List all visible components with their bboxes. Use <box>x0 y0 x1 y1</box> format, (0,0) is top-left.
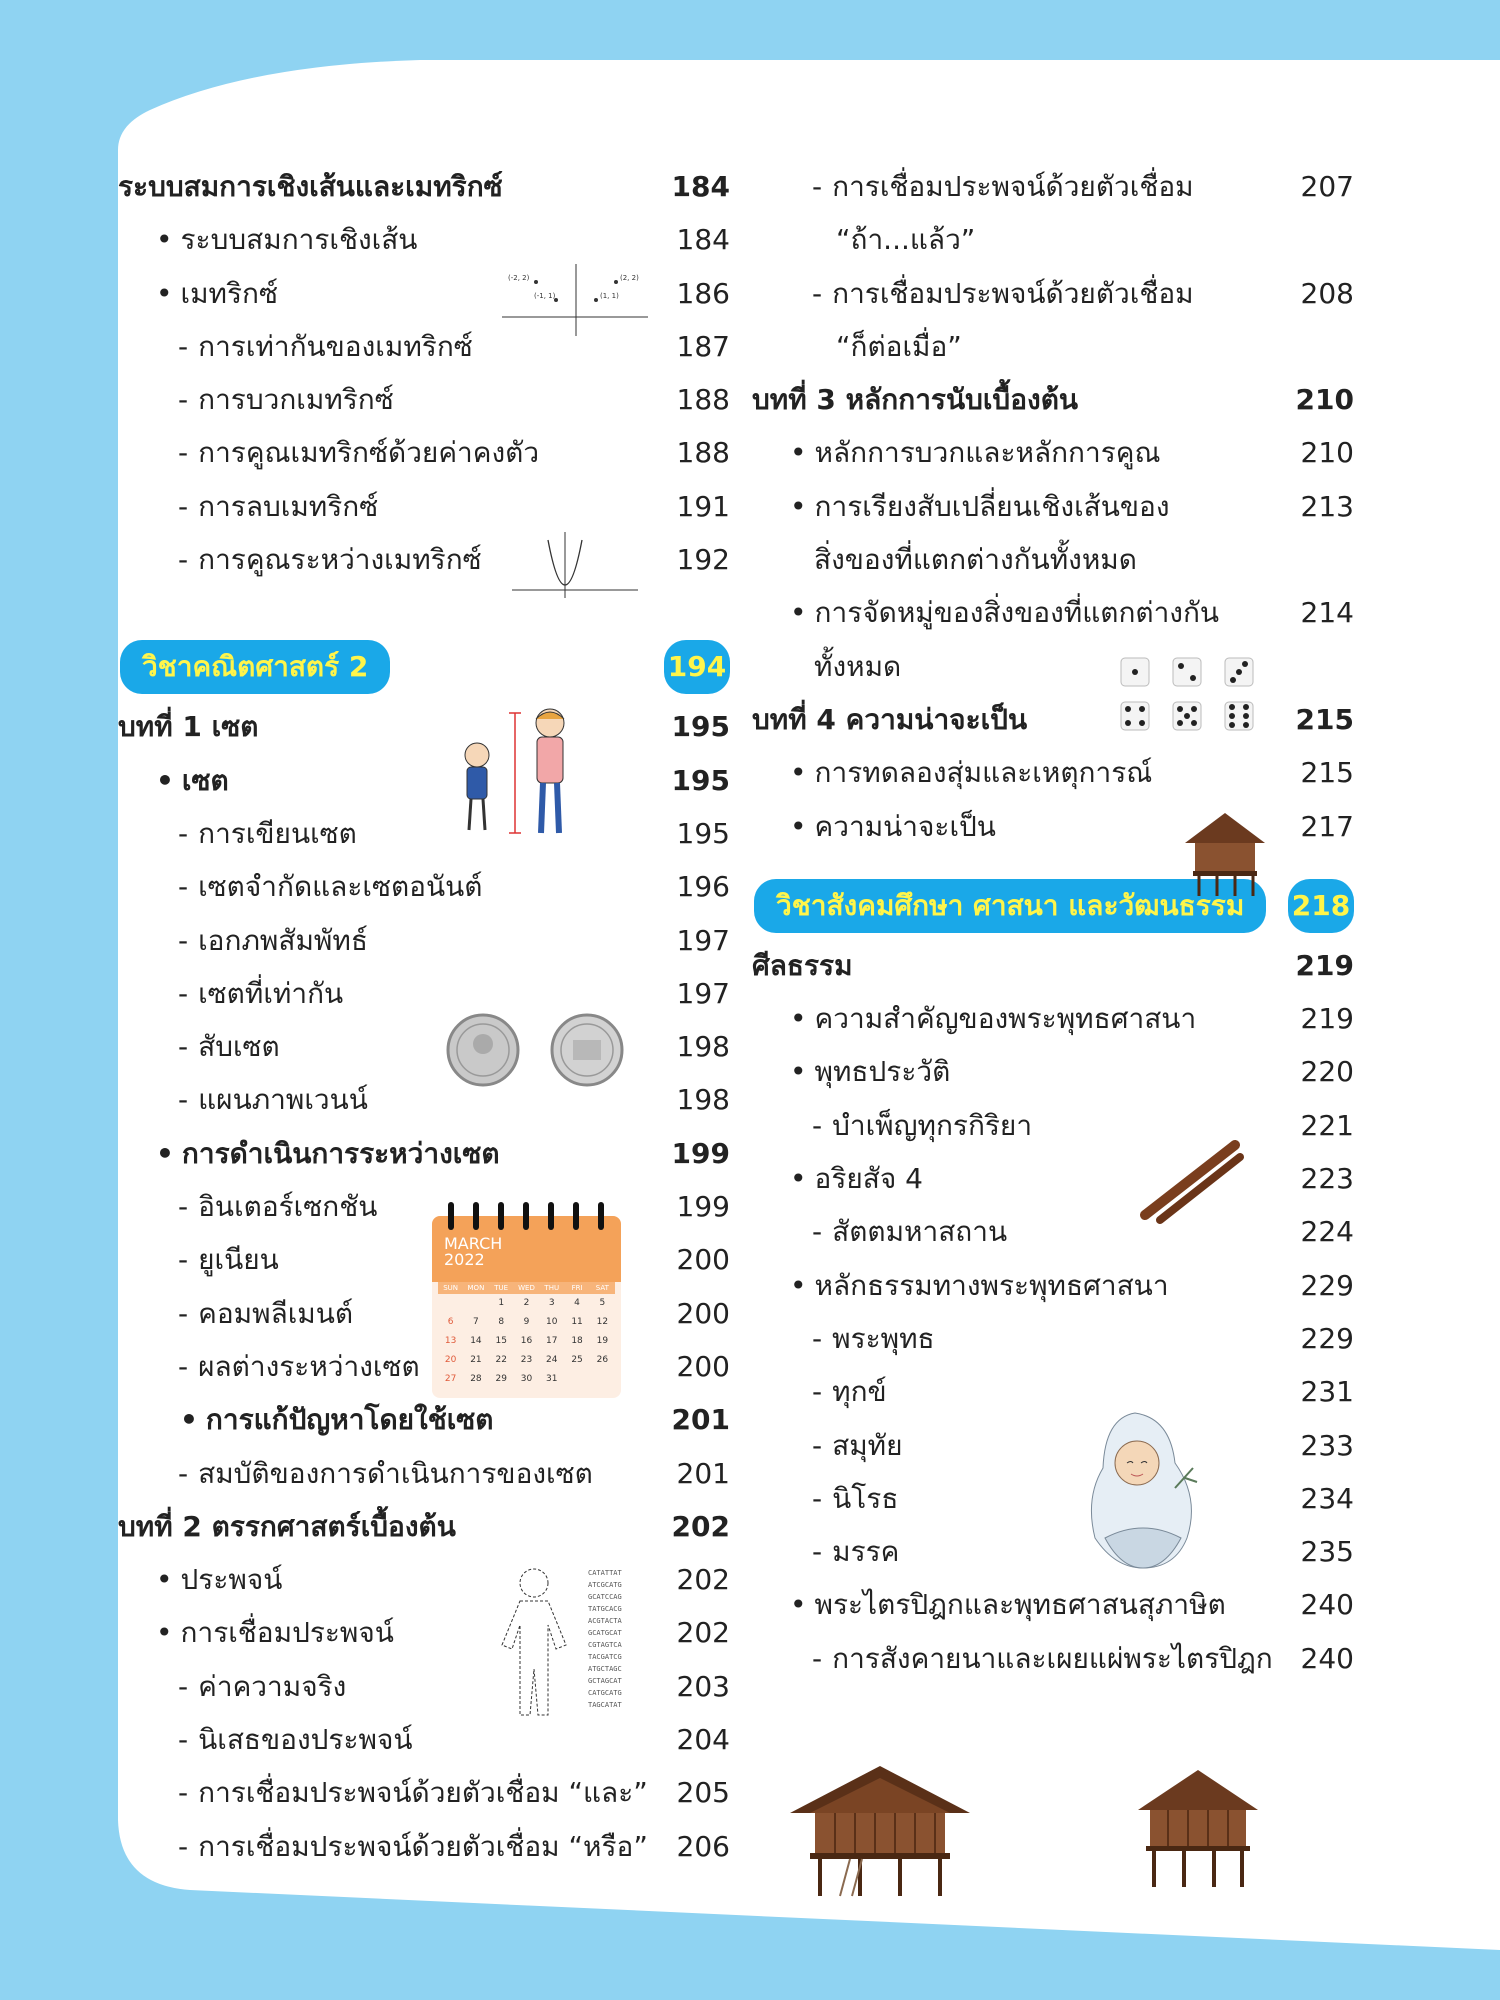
toc-entry-title: - การเชื่อมประพจน์ด้วยตัวเชื่อม <box>812 160 1194 213</box>
toc-entry-title: บทที่ 4 ความน่าจะเป็น <box>752 702 1028 736</box>
toc-entry-title: • ประพจน์ <box>156 1553 282 1606</box>
calendar-day: 23 <box>520 1355 533 1365</box>
toc-page-number: 215 <box>1300 756 1354 790</box>
toc-entry-title: บทที่ 3 หลักการนับเบื้องต้น <box>752 383 1079 417</box>
toc-entry-title: - การเชื่อมประพจน์ด้วยตัวเชื่อม <box>812 267 1194 320</box>
toc-page-number: 220 <box>1300 1055 1354 1089</box>
toc-entry <box>752 320 1354 373</box>
svg-text:ACGTACTA: ACGTACTA <box>588 1617 622 1625</box>
toc-entry <box>752 746 1354 799</box>
toc-entry-title: - สับเซต <box>178 1020 280 1073</box>
toc-page-number: 200 <box>676 1349 730 1383</box>
toc-entry-title: - การสังคายนาและเผยแผ่พระไตรปิฎก <box>812 1632 1273 1685</box>
graph-point-label: (2, 2) <box>620 274 639 282</box>
toc-entry-title: “ก็ต่อเมื่อ” <box>836 329 962 363</box>
toc-entry <box>752 1632 1354 1685</box>
toc-entry-title: - เซตจำกัดและเซตอนันต์ <box>178 860 482 913</box>
toc-entry <box>118 967 730 1020</box>
toc-page-number: 195 <box>676 816 730 850</box>
svg-text:GCATCCAG: GCATCCAG <box>588 1593 622 1601</box>
toc-entry <box>752 1259 1354 1312</box>
toc-entry <box>118 1020 730 1073</box>
toc-page-number: 229 <box>1300 1268 1354 1302</box>
toc-entry <box>752 1365 1354 1418</box>
toc-entry <box>118 1287 730 1340</box>
coins-illustration <box>445 1010 625 1090</box>
toc-entry-title: - การคูณระหว่างเมทริกซ์ <box>178 533 482 586</box>
height-comparison-illustration <box>455 705 575 835</box>
calendar-day: 27 <box>444 1374 457 1384</box>
toc-page-number: 210 <box>1300 436 1354 470</box>
svg-text:CGTAGTCA: CGTAGTCA <box>588 1641 622 1649</box>
toc-entry <box>118 914 730 967</box>
toc-entry-title: ระบบสมการเชิงเส้นและเมทริกซ์ <box>118 170 503 203</box>
toc-entry <box>752 160 1354 213</box>
toc-page-number: 199 <box>676 1190 730 1224</box>
toc-page-number: 184 <box>671 170 730 203</box>
toc-page-number: 234 <box>1300 1481 1354 1515</box>
calendar-grid <box>438 1282 615 1389</box>
calendar-day <box>438 1294 463 1313</box>
toc-entry <box>118 1127 730 1180</box>
toc-entry-title: ทั้งหมด <box>814 649 902 683</box>
toc-entry-title: - บำเพ็ญทุกรกิริยา <box>812 1099 1032 1152</box>
toc-page-number: 198 <box>676 1083 730 1117</box>
toc-entry-title: - เอกภพสัมพัทธ์ <box>178 914 368 967</box>
toc-entry <box>752 1578 1354 1631</box>
toc-entry <box>752 1152 1354 1205</box>
toc-entry-title: บทที่ 2 ตรรกศาสตร์เบื้องต้น <box>118 1509 456 1543</box>
calendar-day: 25 <box>571 1355 583 1365</box>
toc-page-number: 219 <box>1295 948 1354 982</box>
calendar-weekday: WED <box>518 1284 535 1292</box>
toc-entry-title: - การเท่ากันของเมทริกซ์ <box>178 320 473 373</box>
section-title: วิชาคณิตศาสตร์ 2 <box>120 640 390 694</box>
toc-page-number: 197 <box>676 976 730 1010</box>
calendar-day: 26 <box>596 1355 609 1365</box>
calendar-month: MARCH <box>444 1234 503 1253</box>
toc-entry-title: • การจัดหมู่ของสิ่งของที่แตกต่างกัน <box>790 586 1219 639</box>
calendar-day: 1 <box>498 1298 505 1308</box>
toc-entry-title: • อริยสัจ 4 <box>790 1152 923 1205</box>
svg-text:TACGATCG: TACGATCG <box>588 1653 622 1661</box>
toc-page-number: 223 <box>1300 1162 1354 1196</box>
toc-entry <box>752 640 1354 693</box>
toc-entry <box>118 426 730 479</box>
toc-entry-title: - อินเตอร์เซกชัน <box>178 1180 377 1233</box>
svg-text:ATCGCATG: ATCGCATG <box>588 1581 622 1589</box>
toc-entry-title: - การเขียนเซต <box>178 807 357 860</box>
toc-page-number: 224 <box>1300 1215 1354 1249</box>
wooden-sticks-illustration <box>1135 1135 1245 1225</box>
toc-entry <box>752 1045 1354 1098</box>
section-header <box>118 634 730 700</box>
toc-chapter <box>118 700 730 753</box>
toc-entry <box>118 1340 730 1393</box>
graph-point-label: (-2, 2) <box>508 274 530 282</box>
toc-page-number: 197 <box>676 923 730 957</box>
calendar-day: 5 <box>599 1298 606 1308</box>
toc-page-number: 217 <box>1300 809 1354 843</box>
toc-page-number: 200 <box>676 1296 730 1330</box>
toc-page-number: 208 <box>1300 276 1354 310</box>
calendar-day <box>564 1370 589 1389</box>
toc-entry-title: - ยูเนียน <box>178 1233 279 1286</box>
toc-entry-title: - สมุทัย <box>812 1419 903 1472</box>
toc-entry-title: - มรรค <box>812 1525 899 1578</box>
calendar-weekday: SUN <box>443 1284 459 1292</box>
toc-entry-title: - การบวกเมทริกซ์ <box>178 373 394 426</box>
toc-page-number: 210 <box>1295 383 1354 417</box>
toc-entry-title: - การเชื่อมประพจน์ด้วยตัวเชื่อม “หรือ” <box>178 1820 648 1873</box>
toc-entry-title: • พุทธประวัติ <box>790 1045 950 1098</box>
toc-entry-title: - พระพุทธ <box>812 1312 935 1365</box>
thai-house-large-illustration <box>780 1758 980 1898</box>
toc-entry <box>752 267 1354 320</box>
toc-entry <box>118 754 730 807</box>
toc-entry <box>752 586 1354 639</box>
toc-page-number: 195 <box>671 763 730 797</box>
toc-entry-title: - นิเสธของประพจน์ <box>178 1713 412 1766</box>
toc-entry-title: • การแก้ปัญหาโดยใช้เซต <box>180 1393 494 1446</box>
toc-page-number: 240 <box>1300 1588 1354 1622</box>
toc-entry-title: สิ่งของที่แตกต่างกันทั้งหมด <box>814 543 1137 577</box>
calendar-day: 10 <box>546 1317 558 1327</box>
svg-text:TATGCACG: TATGCACG <box>588 1605 622 1613</box>
svg-text:TAGCATAT: TAGCATAT <box>588 1701 622 1709</box>
toc-entry <box>752 1472 1354 1525</box>
calendar-day: 7 <box>473 1317 479 1327</box>
toc-page-number: 202 <box>676 1616 730 1650</box>
calendar-day: 17 <box>546 1336 558 1346</box>
toc-entry-title: - คอมพลีเมนต์ <box>178 1287 353 1340</box>
toc-entry-title: - ผลต่างระหว่างเซต <box>178 1340 420 1393</box>
calendar-day: 3 <box>548 1298 555 1308</box>
svg-text:GCTAGCAT: GCTAGCAT <box>588 1677 622 1685</box>
toc-page-number: 207 <box>1300 170 1354 203</box>
toc-entry-title: • การดำเนินการระหว่างเซต <box>156 1127 500 1180</box>
svg-text:GCATGCAT: GCATGCAT <box>588 1629 622 1637</box>
toc-entry <box>752 533 1354 586</box>
toc-entry-title: - การคูณเมทริกซ์ด้วยค่าคงตัว <box>178 426 539 479</box>
calendar-day: 28 <box>470 1374 482 1384</box>
toc-entry-title: - ทุกข์ <box>812 1365 887 1418</box>
toc-chapter <box>752 373 1354 426</box>
toc-entry <box>752 1525 1354 1578</box>
toc-entry-title: • หลักการบวกและหลักการคูณ <box>790 426 1160 479</box>
toc-page-number: 201 <box>671 1403 730 1437</box>
toc-entry <box>118 860 730 913</box>
toc-entry-title: • เซต <box>156 754 229 807</box>
calendar-day: 13 <box>444 1336 457 1346</box>
toc-chapter <box>752 939 1354 992</box>
toc-page-number: 214 <box>1300 596 1354 630</box>
toc-page-number: 204 <box>676 1723 730 1757</box>
toc-page-number: 195 <box>671 710 730 744</box>
toc-page-number: 213 <box>1300 489 1354 523</box>
toc-page-number: 206 <box>676 1829 730 1863</box>
toc-page-number: 188 <box>676 436 730 470</box>
toc-entry-title: - เซตที่เท่ากัน <box>178 967 343 1020</box>
calendar-day: 24 <box>546 1355 558 1365</box>
toc-entry <box>752 480 1354 533</box>
toc-page-number: 186 <box>676 276 730 310</box>
toc-page-number: 187 <box>676 329 730 363</box>
calendar-day: 8 <box>498 1317 505 1327</box>
thai-house-medium-illustration <box>1128 1765 1268 1890</box>
calendar-weekday: THU <box>544 1284 560 1292</box>
coordinate-graph-illustration <box>500 262 650 338</box>
toc-entry-title: - ค่าความจริง <box>178 1660 346 1713</box>
calendar-day: 20 <box>444 1355 457 1365</box>
toc-entry-title: - การเชื่อมประพจน์ด้วยตัวเชื่อม “และ” <box>178 1766 648 1819</box>
calendar-weekday: MON <box>467 1284 485 1292</box>
toc-page-number: 199 <box>671 1136 730 1170</box>
toc-entry-title: • เมทริกซ์ <box>156 267 278 320</box>
toc-page-number: 202 <box>671 1509 730 1543</box>
calendar-day: 9 <box>523 1317 530 1327</box>
toc-entry <box>118 807 730 860</box>
toc-page-number: 200 <box>676 1243 730 1277</box>
section-page-number: 218 <box>1288 879 1354 933</box>
toc-page-number: 184 <box>676 223 730 257</box>
toc-entry <box>118 1766 730 1819</box>
toc-page-number: 215 <box>1295 702 1354 736</box>
toc-page-number: 233 <box>1300 1428 1354 1462</box>
calendar-day: 2 <box>523 1298 530 1308</box>
calendar-day <box>590 1370 615 1389</box>
calendar-illustration <box>428 1200 625 1400</box>
parabola-graph-illustration <box>510 530 640 600</box>
calendar-year: 2022 <box>444 1250 485 1269</box>
toc-entry-title: - สัตตมหาสถาน <box>812 1205 1007 1258</box>
toc-page-number: 202 <box>676 1563 730 1597</box>
calendar-day: 22 <box>495 1355 507 1365</box>
toc-page-number: 205 <box>676 1776 730 1810</box>
dice-illustration <box>1118 655 1258 735</box>
toc-entry <box>752 426 1354 479</box>
toc-entry-title: - นิโรธ <box>812 1472 898 1525</box>
toc-page-number: 235 <box>1300 1535 1354 1569</box>
calendar-day: 30 <box>520 1374 533 1384</box>
toc-entry-title: • ระบบสมการเชิงเส้น <box>156 213 417 266</box>
toc-entry-title: • ความสำคัญของพระพุทธศาสนา <box>790 992 1196 1045</box>
toc-entry <box>752 992 1354 1045</box>
toc-entry-title: ศีลธรรม <box>752 948 853 982</box>
calendar-day: 19 <box>596 1336 609 1346</box>
calendar-day: 12 <box>596 1317 609 1327</box>
toc-page-number: 229 <box>1300 1321 1354 1355</box>
toc-page-number: 231 <box>1300 1375 1354 1409</box>
dna-figure-illustration <box>490 1565 640 1720</box>
toc-page-number: 240 <box>1300 1641 1354 1675</box>
toc-page-number: 198 <box>676 1030 730 1064</box>
toc-entry-title: - การลบเมทริกซ์ <box>178 480 378 533</box>
calendar-day: 15 <box>495 1336 507 1346</box>
toc-entry-title: • การเชื่อมประพจน์ <box>156 1606 394 1659</box>
toc-entry-title: • การทดลองสุ่มและเหตุการณ์ <box>790 746 1152 799</box>
calendar-day: 14 <box>470 1336 482 1346</box>
toc-entry-title: • พระไตรปิฎกและพุทธศาสนสุภาษิต <box>790 1578 1226 1631</box>
toc-entry-title: • การเรียงสับเปลี่ยนเชิงเส้นของ <box>790 480 1170 533</box>
toc-entry <box>118 480 730 533</box>
toc-entry <box>118 213 730 266</box>
calendar-day: 11 <box>571 1317 583 1327</box>
calendar-day: 31 <box>546 1374 558 1384</box>
toc-entry-title: • ความน่าจะเป็น <box>790 800 996 853</box>
toc-chapter <box>118 160 730 213</box>
svg-text:CATATTAT: CATATTAT <box>588 1569 622 1577</box>
toc-entry-title: - สมบัติของการดำเนินการของเซต <box>178 1447 593 1500</box>
toc-entry <box>118 1447 730 1500</box>
toc-page-number: 191 <box>676 489 730 523</box>
toc-page-number: 221 <box>1300 1108 1354 1142</box>
calendar-day: 29 <box>495 1374 507 1384</box>
graph-point-label: (1, 1) <box>600 292 619 300</box>
toc-page-number: 201 <box>676 1456 730 1490</box>
toc-entry <box>752 1205 1354 1258</box>
section-page-number: 194 <box>664 640 730 694</box>
toc-entry <box>118 1073 730 1126</box>
toc-entry <box>752 213 1354 266</box>
toc-page-number: 196 <box>676 870 730 904</box>
calendar-weekday: SAT <box>595 1284 609 1292</box>
toc-entry-title: บทที่ 1 เซต <box>118 710 259 744</box>
toc-entry <box>118 1820 730 1873</box>
calendar-day <box>463 1294 488 1313</box>
toc-chapter <box>752 693 1354 746</box>
toc-right-column <box>752 160 1354 1685</box>
toc-entry <box>752 1312 1354 1365</box>
toc-entry-title: • หลักธรรมทางพระพุทธศาสนา <box>790 1259 1169 1312</box>
calendar-day: 16 <box>520 1336 533 1346</box>
toc-entry <box>118 373 730 426</box>
calendar-weekday: FRI <box>571 1284 583 1292</box>
calendar-day: 4 <box>574 1298 580 1308</box>
buddha-illustration <box>1075 1408 1210 1578</box>
toc-entry <box>752 1099 1354 1152</box>
calendar-day: 6 <box>447 1317 454 1327</box>
toc-page-number: 192 <box>676 543 730 577</box>
svg-text:CATGCATG: CATGCATG <box>588 1689 622 1697</box>
toc-chapter <box>118 1500 730 1553</box>
section-title: วิชาสังคมศึกษา ศาสนา และวัฒนธรรม <box>754 879 1266 933</box>
toc-entry-title: - แผนภาพเวนน์ <box>178 1073 368 1126</box>
toc-page-number: 188 <box>676 383 730 417</box>
svg-text:ATGCTAGC: ATGCTAGC <box>588 1665 622 1673</box>
thai-house-small-illustration <box>1175 808 1275 898</box>
calendar-day: 21 <box>470 1355 482 1365</box>
toc-entry <box>118 1233 730 1286</box>
calendar-weekday: TUE <box>494 1284 509 1292</box>
toc-page-number: 219 <box>1300 1002 1354 1036</box>
graph-point-label: (-1, 1) <box>534 292 556 300</box>
toc-page-number: 203 <box>676 1669 730 1703</box>
toc-entry <box>118 1393 730 1446</box>
toc-entry <box>752 1419 1354 1472</box>
toc-entry <box>118 1180 730 1233</box>
toc-entry <box>118 1713 730 1766</box>
toc-entry-title: “ถ้า...แล้ว” <box>836 223 976 257</box>
calendar-day: 18 <box>571 1336 583 1346</box>
